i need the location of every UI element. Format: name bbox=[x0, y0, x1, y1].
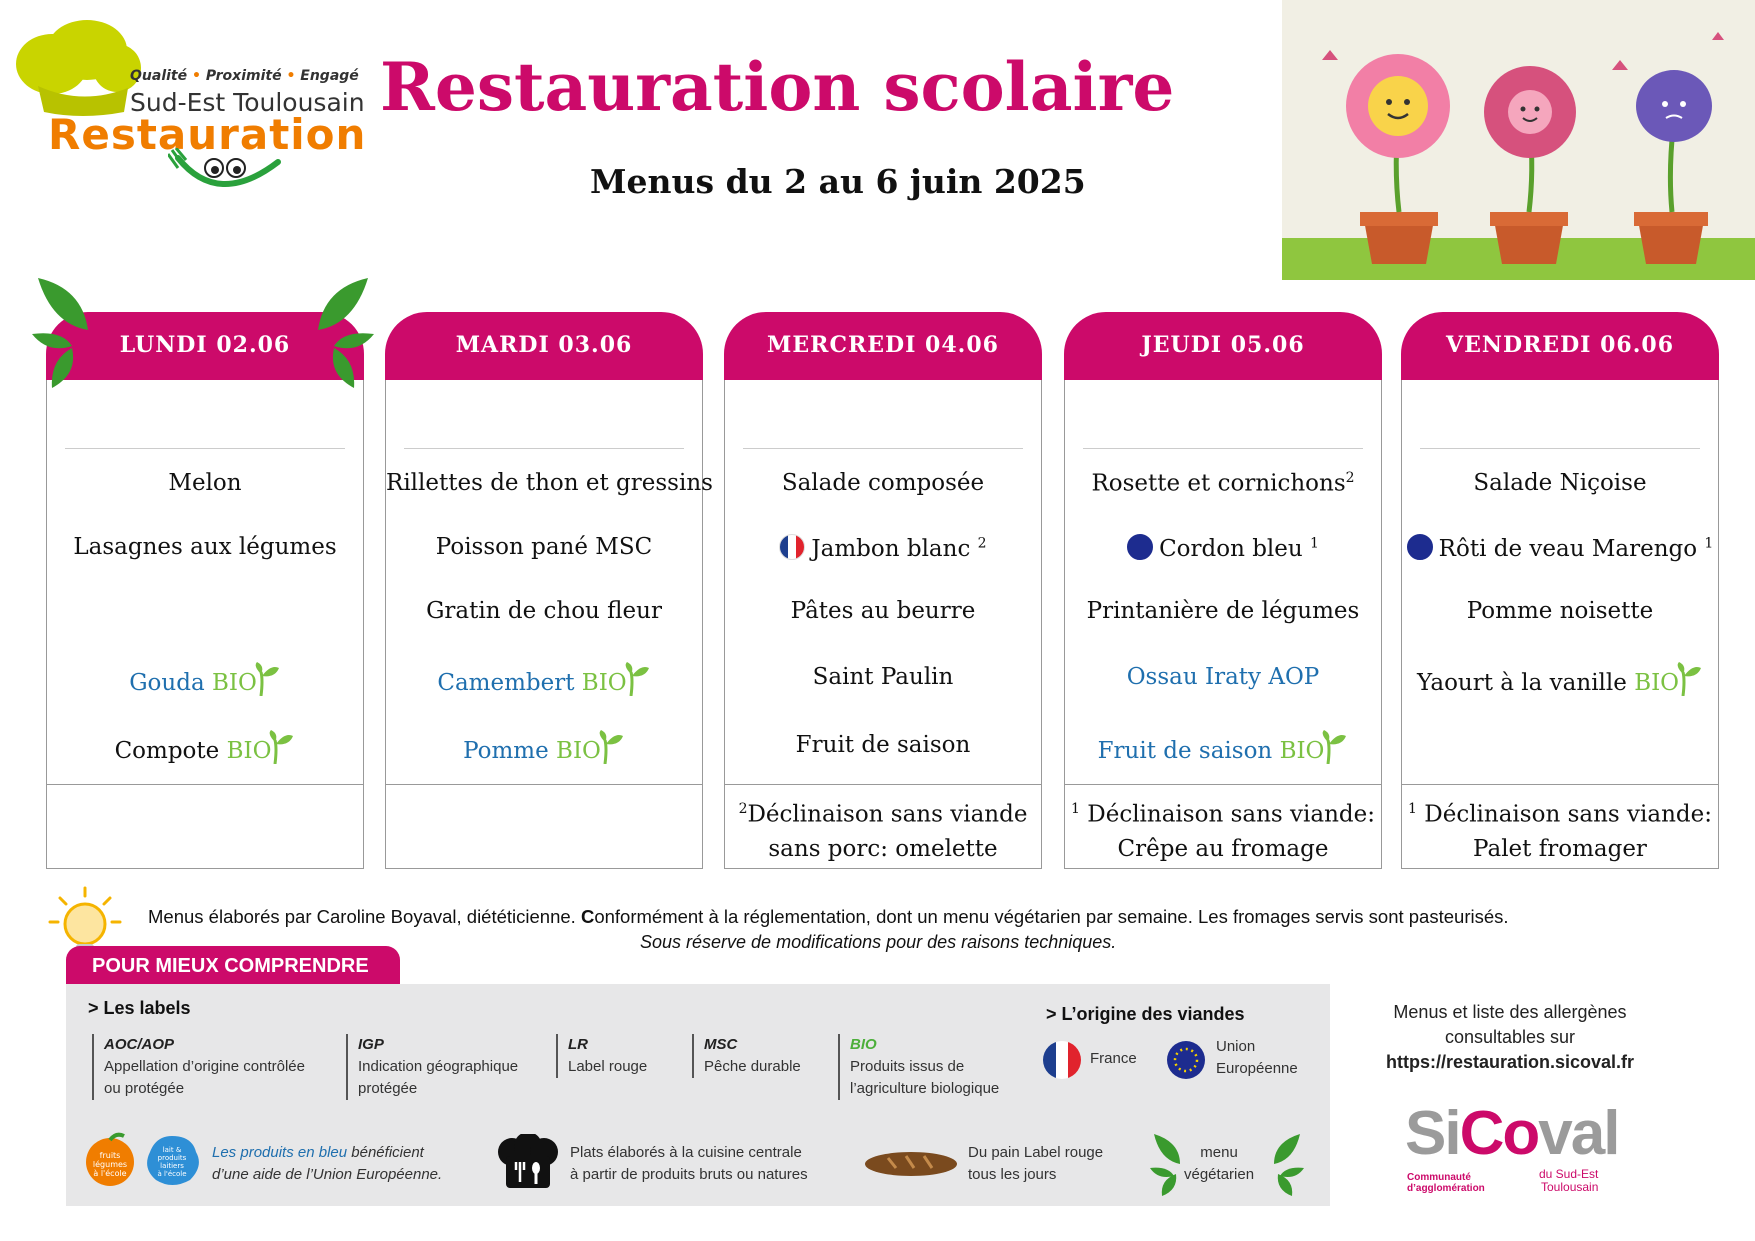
menu-item: Gratin de chou fleur bbox=[426, 598, 662, 624]
menu-item: Jambon blanc $^2$ bbox=[725, 534, 1041, 562]
eu-flag-icon bbox=[1166, 1040, 1206, 1080]
vegetarian-leaf-icon bbox=[1150, 1134, 1184, 1196]
menu-box bbox=[46, 380, 364, 869]
menu-item: Printanière de légumes bbox=[1086, 598, 1360, 624]
fruits-vegetables-school-icon bbox=[82, 1132, 140, 1188]
labels-title: > Les labels bbox=[88, 998, 191, 1018]
fruit-badge-line-1: fruits bbox=[99, 1151, 121, 1160]
eu-flag-icon bbox=[1407, 534, 1433, 560]
chef-hat-icon bbox=[12, 16, 142, 116]
flowers-illustration bbox=[1282, 0, 1755, 280]
menu-item: Salade composée bbox=[781, 470, 985, 496]
menu-item: Pomme noisette bbox=[1466, 598, 1654, 624]
menu-item: Poisson pané MSC bbox=[435, 534, 653, 560]
restauration-logo bbox=[10, 12, 367, 202]
bio-leaf-icon bbox=[597, 730, 625, 764]
bio-leaf-icon bbox=[1675, 662, 1703, 696]
origin-eu: Union Européenne bbox=[1216, 1038, 1298, 1077]
bio-leaf-icon bbox=[267, 730, 295, 764]
day-column-monday bbox=[46, 312, 364, 870]
day-column-friday bbox=[1401, 312, 1719, 870]
eu-flag-icon bbox=[1127, 534, 1153, 560]
menu-item: Rosette et cornichons$^2$ bbox=[1091, 470, 1355, 497]
label-bio: BIO Produits issus de l’agriculture biologique bbox=[838, 1034, 999, 1100]
menu-item: Saint Paulin bbox=[812, 664, 954, 690]
menu-item: Rôti de veau Marengo $^1$ bbox=[1402, 534, 1718, 562]
menu-box bbox=[724, 380, 1042, 869]
menu-item: Camembert BIO bbox=[386, 662, 702, 696]
page-title: Restauration scolaire bbox=[380, 48, 1175, 126]
milk-badge-line-3: laitiers bbox=[160, 1162, 184, 1170]
day-column-tuesday bbox=[385, 312, 713, 870]
origin-france: France bbox=[1090, 1050, 1137, 1067]
menu-note: $^2$Déclinaison sans viande sans porc: omelette bbox=[738, 801, 1028, 862]
menu-box bbox=[385, 380, 713, 869]
milk-badge-line-1: lait & bbox=[162, 1146, 182, 1154]
smile-fork-icon bbox=[168, 148, 298, 204]
logo-region: Sud-Est Toulousain bbox=[130, 88, 365, 117]
legend-tab: POUR MIEUX COMPRENDRE bbox=[66, 946, 400, 984]
day-label: MERCREDI 04.06 bbox=[767, 332, 999, 358]
menu-item: Gouda BIO bbox=[47, 662, 363, 696]
fruit-badge-line-2: légumes bbox=[92, 1160, 128, 1169]
chef-kitchen-icon bbox=[494, 1134, 560, 1190]
label-lr: LR Label rouge bbox=[556, 1034, 647, 1078]
milk-products-school-icon bbox=[142, 1132, 204, 1188]
legend-panel bbox=[66, 984, 1330, 1206]
label-aoc: AOC/AOP Appellation d’origine contrôlée ou protégée bbox=[92, 1034, 305, 1100]
origin-title: > L’origine des viandes bbox=[1046, 1004, 1245, 1024]
menu-item: Pomme BIO bbox=[386, 730, 702, 764]
day-header bbox=[724, 312, 1042, 380]
sicoval-info: Menus et liste des allergènes consultables sur https://restauration.sicoval.fr bbox=[1385, 1002, 1635, 1072]
menu-item: Pâtes au beurre bbox=[790, 598, 976, 624]
menu-item: Cordon bleu $^1$ bbox=[1065, 534, 1381, 562]
day-column-wednesday bbox=[724, 312, 1042, 870]
menu-box bbox=[1064, 380, 1382, 869]
kitchen-note: Plats élaborés à la cuisine centrale à partir de produits bruts ou natures bbox=[570, 1144, 808, 1183]
bread-icon bbox=[864, 1148, 958, 1178]
milk-badge-line-4: à l'école bbox=[157, 1170, 187, 1178]
label-igp: IGP Indication géographique protégée bbox=[346, 1034, 518, 1100]
menu-item: Lasagnes aux légumes bbox=[73, 534, 337, 560]
sicoval-url-link[interactable]: https://restauration.sicoval.fr bbox=[1385, 1052, 1635, 1072]
vegetarian-note: menu végétarien bbox=[1184, 1144, 1255, 1183]
day-header bbox=[1401, 312, 1719, 380]
france-flag-icon bbox=[779, 534, 805, 560]
menu-item: Yaourt à la vanille BIO bbox=[1402, 662, 1718, 696]
menu-item: Rillettes de thon et gressins bbox=[386, 470, 713, 496]
bread-note: Du pain Label rouge tous les jours bbox=[968, 1144, 1104, 1183]
bio-leaf-icon bbox=[623, 662, 651, 696]
footer-dietitian-note: Menus élaborés par Caroline Boyaval, diététicienne. Conformément à la réglementation, dont un menu végétarien par semaine. Les fromages servis sont pasteurisés. bbox=[148, 906, 1509, 927]
menu-item: Ossau Iraty AOP bbox=[1126, 664, 1320, 690]
day-column-thursday bbox=[1064, 312, 1382, 870]
menu-note: $^1$ Déclinaison sans viande: Palet fromager bbox=[1408, 801, 1712, 862]
menu-note: $^1$ Déclinaison sans viande: Crêpe au fromage bbox=[1071, 801, 1375, 862]
france-flag-icon bbox=[1042, 1040, 1082, 1080]
day-label: VENDREDI 06.06 bbox=[1446, 332, 1674, 358]
day-header bbox=[385, 312, 703, 380]
milk-badge-line-2: produits bbox=[157, 1154, 187, 1162]
label-msc: MSC Pêche durable bbox=[692, 1034, 801, 1078]
menu-item: Salade Niçoise bbox=[1473, 470, 1647, 496]
page-subtitle: Menus du 2 au 6 juin 2025 bbox=[590, 162, 1086, 201]
eu-aid-note: Les produits en bleu bénéficient d’une aide de l’Union Européenne. bbox=[212, 1144, 443, 1183]
vegetarian-leaf-icon bbox=[312, 278, 374, 388]
flower-pots-icon bbox=[1282, 0, 1755, 280]
logo-wordmark: Restauration bbox=[48, 110, 367, 159]
menu-item: Fruit de saison BIO bbox=[1065, 730, 1381, 764]
logo-slogan: Qualité • Proximité • Engagé bbox=[130, 68, 359, 84]
bio-leaf-icon bbox=[1320, 730, 1348, 764]
menu-item: Fruit de saison bbox=[795, 732, 971, 758]
bio-leaf-icon bbox=[253, 662, 281, 696]
sicoval-logo: SiCoval Communauté d’agglomération du Sud-Est Toulousain bbox=[1405, 1099, 1619, 1194]
footer-disclaimer: Sous réserve de modifications pour des raisons techniques. bbox=[640, 932, 1117, 952]
day-header bbox=[1064, 312, 1382, 380]
vegetarian-leaf-icon bbox=[32, 278, 94, 388]
menu-item: Melon bbox=[168, 470, 242, 496]
menu-box bbox=[1401, 380, 1719, 869]
day-label: JEUDI 05.06 bbox=[1141, 332, 1305, 358]
day-label: LUNDI 02.06 bbox=[119, 332, 291, 358]
menu-item: Compote BIO bbox=[47, 730, 363, 764]
day-label: MARDI 03.06 bbox=[455, 332, 633, 358]
fruit-badge-line-3: à l'école bbox=[93, 1169, 127, 1178]
vegetarian-leaf-icon bbox=[1270, 1134, 1304, 1196]
